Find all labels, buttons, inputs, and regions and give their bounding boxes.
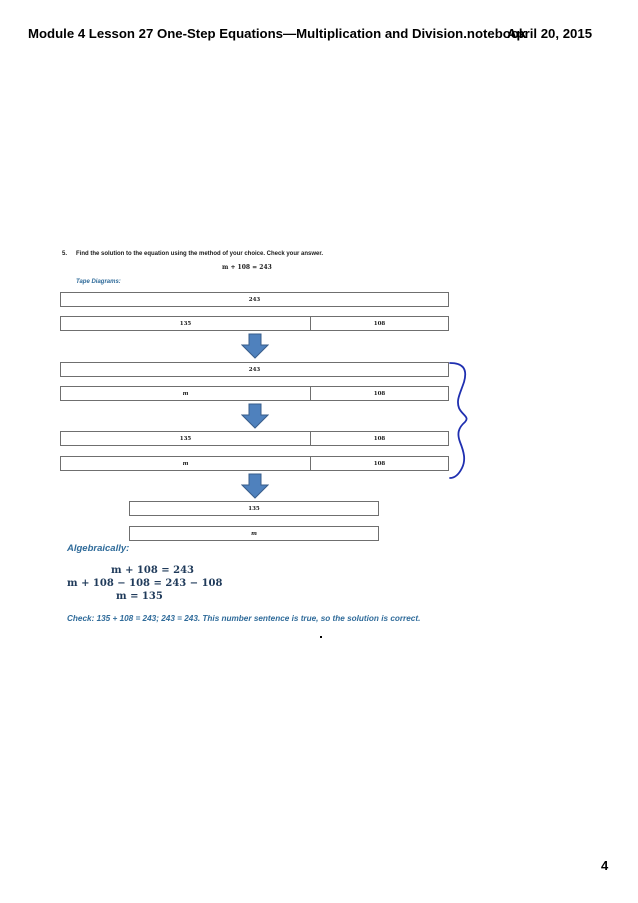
algebra-line-1: m + 108 = 243 (111, 565, 195, 576)
tape-segment: 243 (248, 296, 261, 303)
down-arrow-icon (241, 333, 269, 359)
tape-segment: 108 (310, 317, 448, 330)
algebra-line-3: m = 135 (116, 591, 163, 602)
problem-prompt: Find the solution to the equation using the method of your choice. Check your answer. (76, 251, 324, 257)
tape-segment: m (182, 390, 189, 397)
tape-diagrams-label: Tape Diagrams: (76, 279, 121, 285)
tape-segment: 135 (179, 320, 192, 327)
tape-segment: m (182, 460, 189, 467)
brace-annotation-icon (448, 360, 478, 482)
down-arrow-icon (241, 473, 269, 499)
tape-diagram-8 (129, 526, 379, 541)
tape-diagram-3 (60, 362, 449, 377)
check-statement: Check: 135 + 108 = 243; 243 = 243. This number sentence is true, so the solution is correct. (67, 614, 421, 623)
algebraically-label: Algebraically: (67, 543, 130, 554)
tape-diagram-1 (60, 292, 449, 307)
tape-segment: 243 (248, 366, 261, 373)
notebook-title: Module 4 Lesson 27 One-Step Equations—Multiplication and Division.notebook (28, 26, 527, 41)
tape-diagram-7 (129, 501, 379, 516)
down-arrow-icon (241, 403, 269, 429)
tape-segment: 108 (310, 432, 448, 445)
problem-equation: m + 108 = 243 (222, 264, 272, 271)
algebra-line-2: m + 108 − 108 = 243 − 108 (67, 578, 223, 589)
tape-segment: 135 (179, 435, 192, 442)
page-number: 4 (601, 858, 609, 873)
tape-diagram-2 (60, 316, 449, 331)
stray-mark (320, 636, 322, 638)
tape-diagram-5 (60, 431, 449, 446)
notebook-date: April 20, 2015 (507, 26, 593, 41)
tape-diagram-6 (60, 456, 449, 471)
tape-segment: m (251, 530, 257, 537)
problem-number: 5. (62, 251, 68, 257)
tape-diagram-4 (60, 386, 449, 401)
tape-segment: 108 (310, 457, 448, 470)
tape-segment: 108 (310, 387, 448, 400)
tape-segment: 135 (248, 505, 260, 512)
